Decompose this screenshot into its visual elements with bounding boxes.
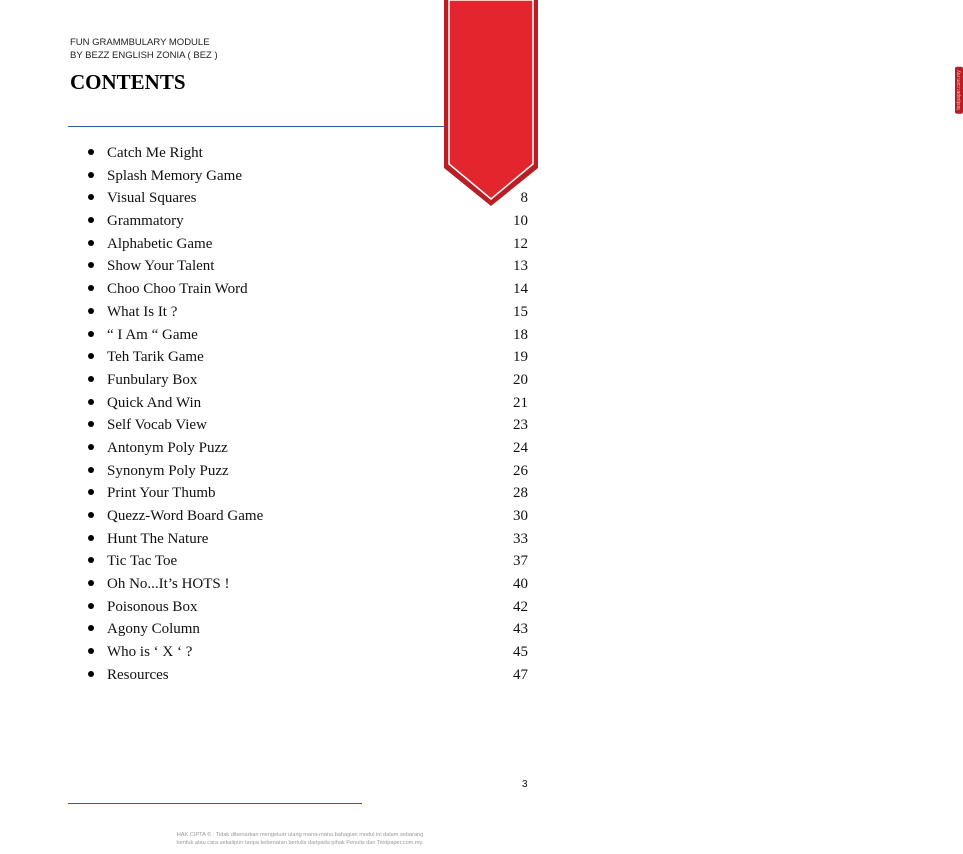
module-author: BY BEZZ ENGLISH ZONIA ( BEZ ) (70, 50, 218, 61)
toc-entry (88, 415, 528, 438)
bullet-icon (88, 149, 94, 155)
toc-entry-page: 45 (513, 644, 528, 661)
toc-entry-title: Agony Column (107, 621, 200, 638)
toc-entry (88, 370, 528, 393)
bullet-icon (88, 489, 94, 495)
toc-entry-title: Hunt The Nature (107, 530, 209, 547)
bullet-icon (88, 308, 94, 314)
bullet-icon (88, 399, 94, 405)
toc-entry-title: Choo Choo Train Word (107, 281, 248, 298)
toc-entry-page: 23 (513, 417, 528, 434)
bullet-icon (88, 648, 94, 654)
top-divider (68, 126, 460, 127)
bottom-divider (68, 803, 362, 804)
toc-entry-page: 14 (513, 281, 528, 298)
toc-entry-page: 21 (513, 394, 528, 411)
bullet-icon (88, 535, 94, 541)
bullet-icon (88, 262, 94, 268)
toc-entry-page: 13 (513, 258, 528, 275)
bullet-icon (88, 512, 94, 518)
toc-entry-title: Show Your Talent (107, 258, 215, 275)
sample-watermark-url: testpaper.com.my (955, 66, 963, 113)
bullet-icon (88, 671, 94, 677)
toc-entry-title: Oh No...It’s HOTS ! (107, 576, 230, 593)
toc-entry-page: 20 (513, 371, 528, 388)
bullet-icon (88, 240, 94, 246)
module-title: FUN GRAMMBULARY MODULE (70, 37, 210, 48)
toc-entry-title: Quezz-Word Board Game (107, 508, 264, 524)
toc-entry-title: Splash Memory Game (107, 167, 242, 184)
toc-entry (88, 234, 528, 257)
toc-entry (88, 506, 528, 529)
toc-entry (88, 256, 528, 279)
bullet-icon (88, 172, 94, 178)
sample-ribbon (444, 0, 538, 206)
bullet-icon (88, 353, 94, 359)
toc-entry-title: Tic Tac Toe (107, 553, 178, 570)
toc-entry (88, 461, 528, 484)
toc-entry-page: 10 (513, 213, 528, 230)
toc-entry (88, 551, 528, 574)
toc-entry (88, 665, 528, 688)
toc-entry (88, 438, 528, 461)
toc-entry (88, 279, 528, 302)
toc-entry (88, 619, 528, 642)
toc-entry-title: Catch Me Right (107, 145, 203, 161)
bullet-icon (88, 217, 94, 223)
bullet-icon (88, 580, 94, 586)
toc-entry (88, 211, 528, 234)
table-of-contents (88, 143, 528, 688)
toc-entry-page: 40 (513, 576, 528, 593)
toc-entry (88, 642, 528, 665)
toc-entry-page: 26 (513, 462, 528, 479)
toc-entry-title: What Is It ? (107, 303, 178, 320)
toc-entry-page: 43 (513, 621, 528, 638)
toc-entry-title: Grammatory (107, 213, 184, 230)
toc-entry-title: “ I Am “ Game (107, 326, 198, 343)
toc-entry (88, 393, 528, 416)
toc-entry-page: 30 (513, 508, 528, 524)
toc-entry (88, 574, 528, 597)
toc-entry (88, 302, 528, 325)
toc-entry-title: Resources (107, 666, 169, 683)
toc-entry-page: 19 (513, 349, 528, 366)
bullet-icon (88, 625, 94, 631)
toc-entry-page: 28 (513, 485, 528, 502)
toc-entry-title: Alphabetic Game (107, 235, 213, 252)
toc-entry-page: 47 (513, 666, 528, 683)
toc-entry-page: 24 (513, 439, 528, 456)
copyright-line-1: HAK CIPTA © : Tidak dibenarkan mengeluar ulang mana-mana bahagian modul ini dalam sebarang (176, 832, 424, 838)
toc-entry-page: 33 (513, 530, 528, 547)
toc-entry-page: 18 (513, 326, 528, 343)
toc-entry-page: 12 (513, 235, 528, 252)
bullet-icon (88, 194, 94, 200)
bullet-icon (88, 285, 94, 291)
toc-entry-title: Funbulary Box (107, 371, 198, 388)
toc-entry-title: Synonym Poly Puzz (107, 462, 229, 479)
bullet-icon (88, 376, 94, 382)
toc-entry-page: 37 (513, 553, 528, 570)
bullet-icon (88, 331, 94, 337)
toc-entry-title: Poisonous Box (107, 598, 198, 615)
toc-entry-title: Teh Tarik Game (107, 349, 204, 366)
toc-entry (88, 325, 528, 348)
bullet-icon (88, 557, 94, 563)
page-number: 3 (522, 779, 528, 790)
page-title: CONTENTS (70, 70, 186, 94)
copyright-footer (130, 831, 470, 847)
toc-entry (88, 529, 528, 552)
toc-entry (88, 597, 528, 620)
toc-entry-page: 15 (513, 303, 528, 320)
toc-entry-title: Visual Squares (107, 190, 197, 207)
toc-entry-page: 8 (520, 190, 528, 207)
bullet-icon (88, 421, 94, 427)
sample-watermark: SAMPLE (921, 40, 948, 140)
toc-entry-title: Print Your Thumb (107, 485, 216, 502)
bullet-icon (88, 467, 94, 473)
toc-entry (88, 347, 528, 370)
copyright-line-2: bentuk atau cara sekalipun tanpa kebenaran bertulis daripada pihak Penulis dan Testpaper.com.my. (176, 840, 424, 846)
toc-entry-title: Quick And Win (107, 394, 202, 411)
toc-entry-title: Who is ‘ X ‘ ? (107, 644, 193, 661)
bullet-icon (88, 603, 94, 609)
toc-entry-title: Self Vocab View (107, 417, 207, 434)
toc-entry (88, 483, 528, 506)
module-header (70, 36, 218, 62)
toc-entry-page: 42 (513, 598, 528, 615)
bullet-icon (88, 444, 94, 450)
toc-entry-title: Antonym Poly Puzz (107, 439, 228, 456)
